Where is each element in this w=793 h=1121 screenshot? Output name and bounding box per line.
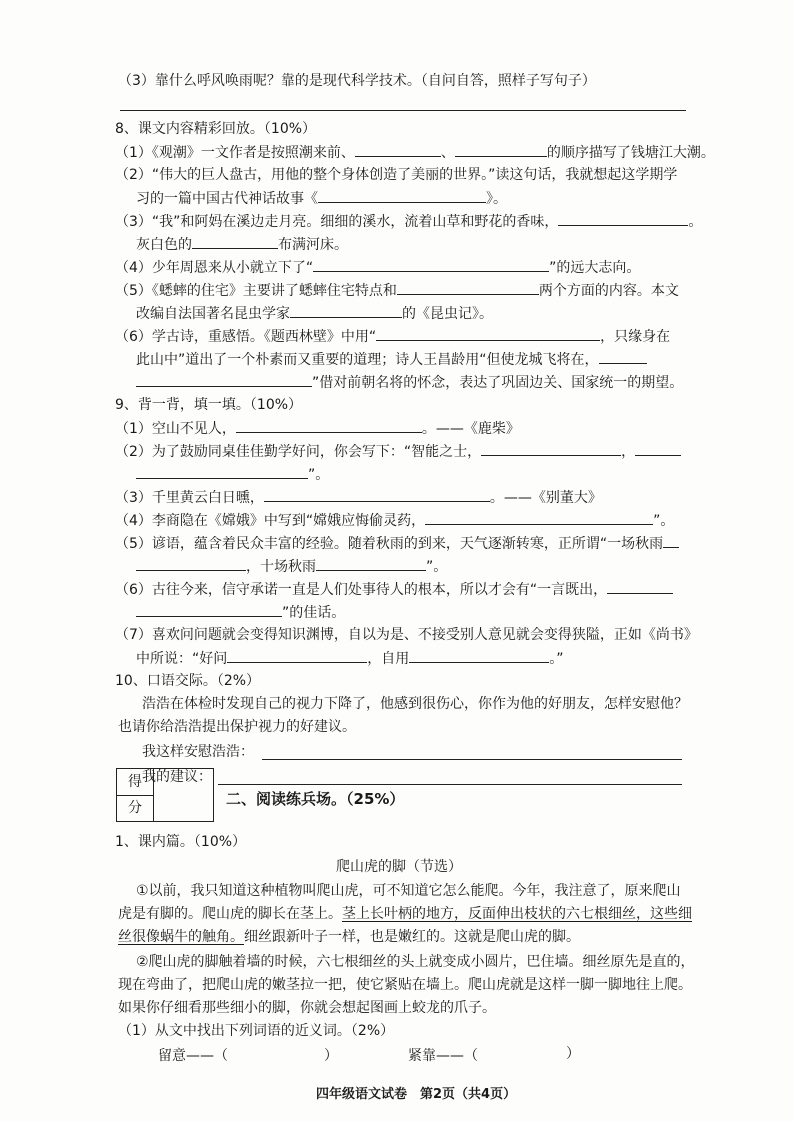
s9-5-blank-3[interactable]	[316, 555, 426, 571]
section-10-title: 10、口语交际。（2%）	[115, 673, 261, 689]
s9-7-blank-2[interactable]	[409, 647, 549, 663]
passage-p1-line2: 虎是有脚的。爬山虎的脚长在茎上。茎上长叶柄的地方，反面伸出枝状的六七根细丝，这些细	[118, 906, 692, 922]
s8-item-2-cont: 习的一篇中国古代神话故事《 》。	[136, 187, 507, 209]
s8-3-blank-1[interactable]	[558, 210, 688, 226]
s9-6-blank-1[interactable]	[607, 578, 673, 594]
s9-item-1: （1）空山不见人， 。——《鹿柴》	[115, 417, 520, 439]
q3-answer-line[interactable]	[120, 110, 686, 111]
s9-5-blank-1[interactable]	[663, 532, 679, 548]
s10-advice-line[interactable]	[218, 784, 682, 785]
q3-prompt: （3）靠什么呼风唤雨呢？靠的是现代科学技术。（自问自答，照样子写句子）	[118, 73, 596, 89]
s8-4-blank[interactable]	[313, 256, 549, 272]
s9-item-7: （7）喜欢问问题就会变得知识渊博，自以为是、不接受别人意见就会变得狭隘，正如《尚书》	[115, 627, 698, 643]
s9-7-blank-1[interactable]	[227, 647, 367, 663]
passage-p2-line2: 现在弯曲了，把爬山虎的嫩茎拉一把，使它紧贴在墙上。爬山虎就是这样一脚一脚地往上爬。	[118, 977, 692, 993]
s9-item-2-cont: ”。	[136, 463, 329, 485]
passage-p2-line1: ②爬山虎的脚触着墙的时候，六七根细丝的头上就变成小圆片，巴住墙。细丝原先是直的，	[136, 954, 695, 970]
score-label-top: 得	[128, 774, 142, 790]
s9-item-6-cont: ”的佳话。	[136, 601, 345, 623]
s10-advice-label: 我的建议：	[142, 769, 212, 785]
s8-item-5-cont: 改编自法国著名昆虫学家 的《昆虫记》。	[136, 302, 493, 324]
synonym-2-close: ）	[566, 1046, 580, 1062]
s8-3-blank-2[interactable]	[192, 233, 278, 249]
s8-1-blank-1[interactable]	[355, 141, 441, 157]
s8-item-6-cont2: ”借对前朝名将的怀念，表达了巩固边关、国家统一的期望。	[136, 371, 683, 393]
s9-item-2: （2）为了鼓励同桌佳佳勤学好问，你会写下：“智能之士， ，	[115, 440, 681, 462]
s9-2-blank-2[interactable]	[635, 440, 681, 456]
s8-6-blank-3[interactable]	[136, 371, 312, 387]
score-label-bottom: 分	[128, 800, 142, 816]
s9-item-7-cont: 中所说：“好问 ，自用 。”	[136, 647, 564, 669]
s8-6-blank-2[interactable]	[599, 348, 647, 364]
s9-item-5-cont: ，十场秋雨 ”。	[136, 555, 447, 577]
passage-p2-line3: 如果你仔细看那些细小的脚，你就会想起图画上蛟龙的爪子。	[118, 1000, 496, 1016]
s8-item-3: （3）“我”和阿妈在溪边走月亮。细细的溪水，流着山草和野花的香味， 。	[115, 210, 702, 232]
passage-p1-line1: ①以前，我只知道这种植物叫爬山虎，可不知道它怎么能爬。今年，我注意了，原来爬山	[136, 883, 681, 899]
passage-p1-line3: 丝很像蜗牛的触角。细丝跟新叶子一样，也是嫩红的。这就是爬山虎的脚。	[118, 929, 580, 945]
passage-title: 爬山虎的脚（节选）	[336, 859, 462, 875]
score-box	[116, 768, 214, 822]
s9-item-4: （4）李商隐在《嫦娥》中写到“嫦娥应悔偷灵药， ”。	[115, 509, 674, 531]
synonym-1: 留意——（	[158, 1048, 228, 1064]
s9-4-blank[interactable]	[425, 509, 653, 525]
s8-item-1: （1）《观潮》一文作者是按照潮来前、 、 的顺序描写了钱塘江大潮。	[115, 141, 715, 163]
s9-3-blank[interactable]	[264, 486, 490, 502]
s8-5-blank-1[interactable]	[397, 279, 539, 295]
synonym-2: 紧靠——（	[408, 1048, 478, 1064]
reading-q1: （1）从文中找出下列词语的近义词。（2%）	[118, 1023, 395, 1039]
page-footer: 四年级语文试卷 第2页（共4页）	[316, 1087, 517, 1102]
reading-title: 1、课内篇。（10%）	[115, 834, 247, 850]
s9-1-blank[interactable]	[236, 417, 422, 433]
s8-item-6: （6）学古诗，重感悟。《题西林壁》中用“ ，只缘身在	[115, 325, 670, 347]
s8-2-blank[interactable]	[318, 187, 486, 203]
s10-prompt-1: 浩浩在体检时发现自己的视力下降了，他感到很伤心，你作为他的好朋友，怎样安慰他？	[142, 696, 688, 712]
s9-2-blank-3[interactable]	[136, 463, 308, 479]
section-9-title: 9、背一背，填一填。（10%）	[115, 397, 303, 413]
section-8-title: 8、课文内容精彩回放。（10%）	[115, 121, 317, 137]
s9-6-blank-2[interactable]	[136, 601, 282, 617]
s8-item-5: （5）《蟋蟀的住宅》主要讲了蟋蟀住宅特点和 两个方面的内容。本文	[115, 279, 679, 301]
s9-item-3: （3）千里黄云白日曛， 。——《别董大》	[115, 486, 602, 508]
s10-prompt-2: 也请你给浩浩提出保护视力的好建议。	[118, 719, 356, 735]
s8-item-6-cont: 此山中”道出了一个朴素而又重要的道理；诗人王昌龄用“但使龙城飞将在，	[136, 348, 647, 370]
s8-item-2: （2）“伟大的巨人盘古，用他的整个身体创造了美丽的世界。”读这句话，我就想起这学期学	[115, 167, 678, 183]
s8-5-blank-2[interactable]	[290, 302, 402, 318]
part-2-title: 二、阅读练兵场。（25%）	[226, 790, 405, 808]
s9-item-6: （6）古往今来，信守承诺一直是人们处事待人的根本，所以才会有“一言既出，	[115, 578, 673, 600]
s10-comfort-label: 我这样安慰浩浩：	[142, 744, 254, 760]
synonym-1-close: ）	[324, 1048, 338, 1064]
s8-item-4: （4）少年周恩来从小就立下了“ ”的远大志向。	[115, 256, 640, 278]
s9-2-blank-1[interactable]	[481, 440, 621, 456]
s10-comfort-line[interactable]	[262, 759, 682, 760]
s9-5-blank-2[interactable]	[136, 555, 246, 571]
s8-item-3-cont: 灰白色的 布满河床。	[136, 233, 348, 255]
s9-item-5: （5）谚语，蕴含着民众丰富的经验。随着秋雨的到来，天气逐渐转寒，正所谓“一场秋雨	[115, 532, 679, 554]
s8-6-blank-1[interactable]	[376, 325, 600, 341]
s8-1-blank-2[interactable]	[455, 141, 547, 157]
